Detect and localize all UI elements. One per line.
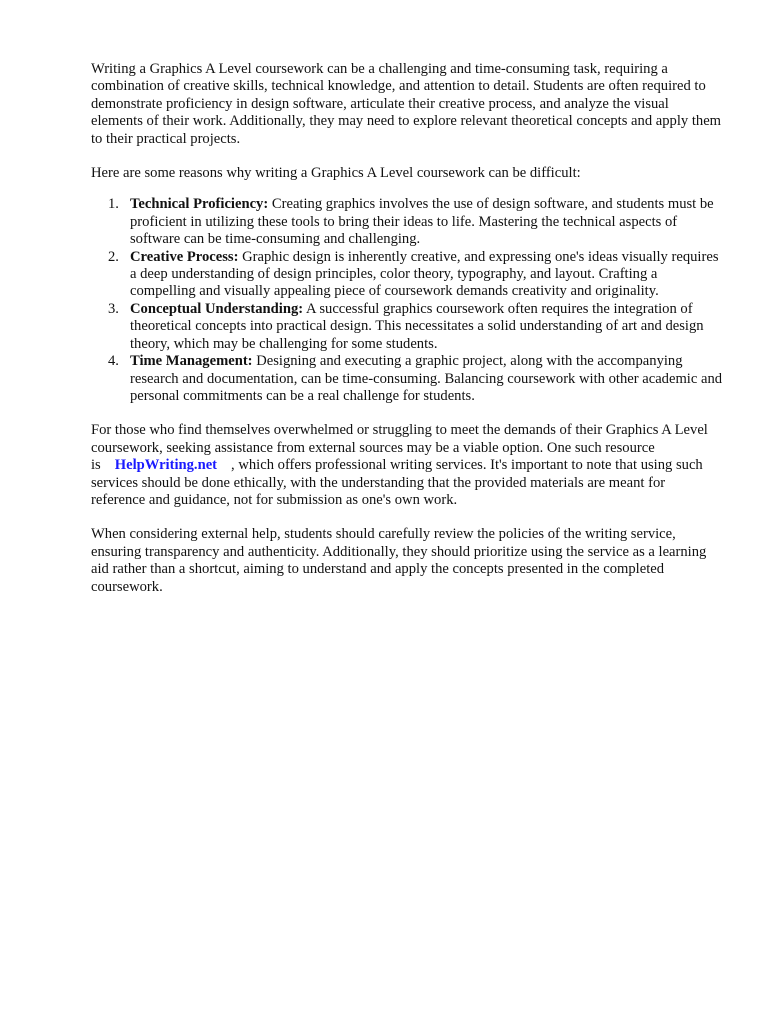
list-item-number: 4.: [108, 353, 119, 370]
list-item-number: 2.: [108, 248, 119, 265]
list-item-term: Conceptual Understanding:: [130, 300, 304, 317]
list-item-text: Creating graphics involves the use of design software, and students must be proficient in utilizing these tools to bring their ideas to life. Mastering the technical aspects of software can be time-consuming and challenging.: [130, 196, 714, 248]
resource-paragraph: [91, 422, 723, 509]
list-item-text: Graphic design is inherently creative, and expressing one's ideas visually requires a deep understanding of design principles, color theory, typography, and layout. Crafting a compelling and visually appealing piece of coursework demands creativity and originality.: [130, 248, 719, 300]
list-item-text: A successful graphics coursework often requires the integration of theoretical concepts into practical design. This necessitates a solid understanding of art and design theory, which may be challenging for some students.: [130, 300, 704, 352]
list-item-text: Designing and executing a graphic project, along with the accompanying research and documentation, can be time-consuming. Balancing coursework with other academic and personal commitments can be a real challenge for students.: [130, 353, 723, 404]
document-page: [91, 61, 723, 596]
resource-text-before: For those who find themselves overwhelmed or struggling to meet the demands of their Graphics A Level coursework, seeking assistance from external sources may be a viable option. One such resource is: [91, 422, 708, 474]
list-item: [91, 196, 723, 248]
resource-text-after: , which offers professional writing services. It's important to note that using such services should be done ethically, with the understanding that the provided materials are meant for reference and guidance, not for submission as one's own work.: [91, 457, 703, 508]
list-item: [91, 353, 723, 405]
list-item: [91, 301, 723, 353]
list-item-number: 3.: [108, 300, 119, 317]
list-item-term: Creative Process:: [130, 248, 239, 265]
closing-paragraph: When considering external help, students should carefully review the policies of the writing service, ensuring transparency and authenticity. Additionally, they should prioritize using the service as a learning aid rather than a shortcut, aiming to understand and apply the concepts presented in the completed coursework.: [91, 526, 707, 595]
intro-paragraph: Writing a Graphics A Level coursework can be a challenging and time-consuming task, requiring a combination of creative skills, technical knowledge, and attention to detail. Students are often required to demonstrate proficiency in design software, articulate their creative process, and analyze the visual elements of their work. Additionally, they may need to explore relevant theoretical concepts and apply them to their practical projects.: [91, 61, 722, 147]
list-item-term: Technical Proficiency:: [130, 196, 269, 213]
reasons-list: [91, 196, 723, 405]
list-item-number: 1.: [108, 196, 119, 213]
list-item-term: Time Management:: [130, 353, 253, 370]
list-item: [91, 249, 723, 301]
helpwriting-link[interactable]: HelpWriting.net: [114, 457, 218, 474]
reasons-lead-paragraph: Here are some reasons why writing a Graphics A Level coursework can be difficult:: [91, 165, 581, 182]
